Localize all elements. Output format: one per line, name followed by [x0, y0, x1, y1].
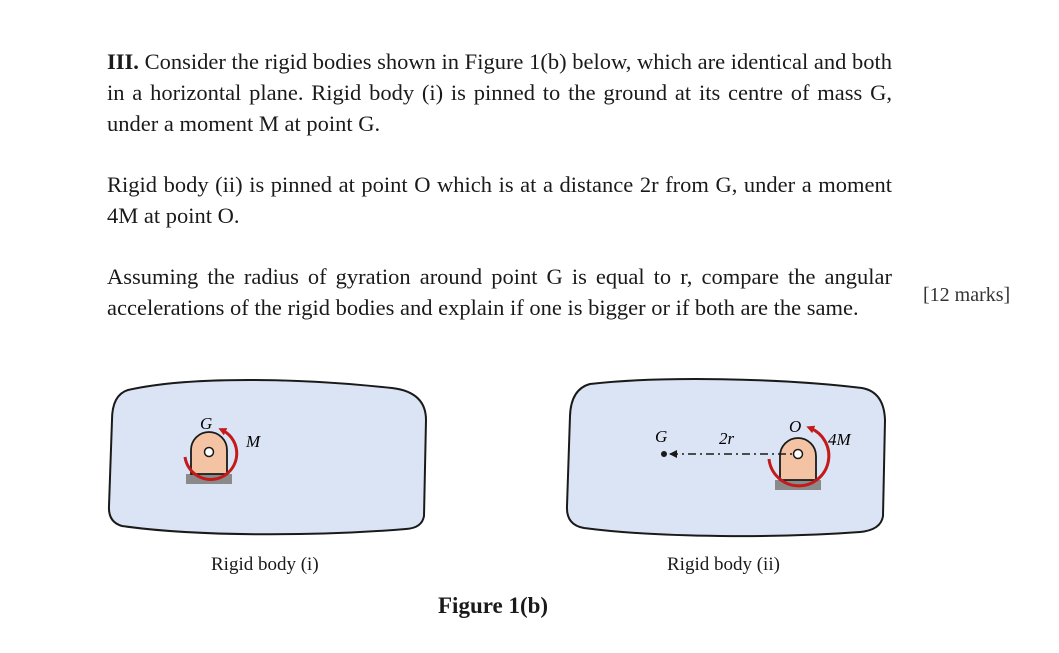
rigid-body-1-shape	[109, 380, 426, 534]
question-paragraph-3: Assuming the radius of gyration around point G is equal to r, compare the angular accelerations of the rigid bodies and explain if one is bigger or if both are the same.	[107, 264, 892, 320]
rigid-body-2-shape	[567, 379, 885, 536]
question-p1-text: Consider the rigid bodies shown in Figure 1(b) below, which are identical and both in a horizontal plane. Rigid body (i) is pinned to the ground at its centre of mass G, under a moment M at point G.	[107, 49, 893, 136]
pin-hole-1	[205, 448, 214, 457]
point-g-dot	[661, 451, 667, 457]
label-o-body-2: O	[789, 417, 802, 436]
question-number: III.	[107, 49, 139, 74]
label-g-body-2: G	[655, 427, 668, 446]
caption-rigid-body-2: Rigid body (ii)	[667, 554, 780, 575]
label-moment-body-2: 4M	[828, 430, 851, 449]
marks-label: [12 marks]	[923, 284, 1011, 306]
figure-title: Figure 1(b)	[438, 593, 549, 618]
caption-rigid-body-1: Rigid body (i)	[211, 554, 319, 575]
question-paragraph-2: Rigid body (ii) is pinned at point O which is at a distance 2r from G, under a moment 4M at point O.	[107, 172, 892, 228]
label-g-body-1: G	[200, 414, 213, 433]
pin-hole-2	[794, 450, 803, 459]
label-moment-body-1: M	[246, 432, 261, 451]
label-distance-2r: 2r	[719, 429, 735, 448]
